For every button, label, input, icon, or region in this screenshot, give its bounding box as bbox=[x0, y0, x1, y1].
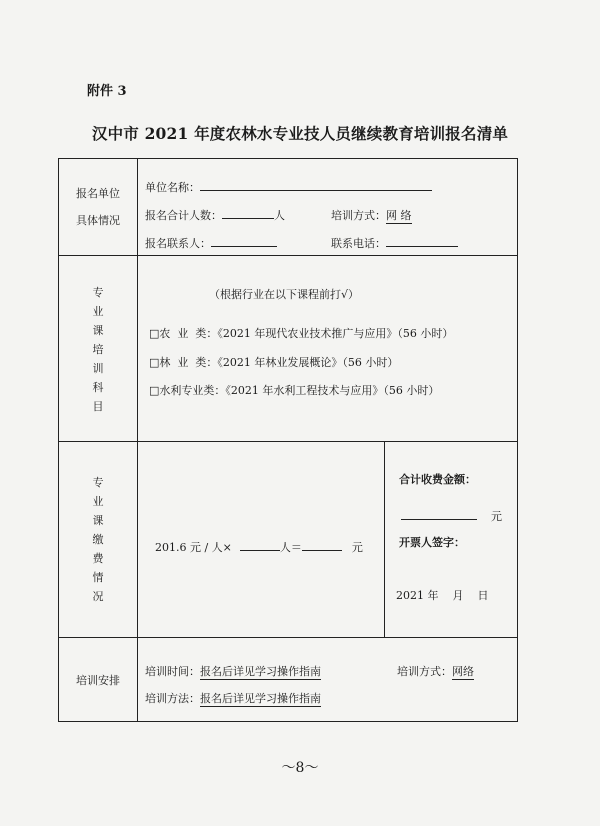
unit-name-field[interactable]: 单位名称： bbox=[145, 179, 432, 195]
training-method: 培训方法：报名后详见学习操作指南 bbox=[145, 692, 321, 705]
page-number: ～8～ bbox=[281, 760, 319, 776]
row-divider bbox=[59, 441, 517, 442]
fee-amount-input[interactable] bbox=[302, 539, 342, 551]
fee-count-input[interactable] bbox=[240, 539, 280, 551]
fee-formula[interactable]: 201.6 元 / 人× 人＝ 元 bbox=[155, 541, 363, 554]
fee-column-divider bbox=[384, 441, 385, 637]
contact-input[interactable] bbox=[211, 235, 277, 247]
total-fee-input[interactable] bbox=[401, 508, 477, 520]
phone-field[interactable]: 联系电话： bbox=[331, 235, 458, 251]
registration-form bbox=[58, 158, 518, 722]
row-divider bbox=[59, 255, 517, 256]
column-divider bbox=[137, 159, 138, 721]
row-divider bbox=[59, 637, 517, 638]
section1-label: 报名单位 具体情况 bbox=[76, 187, 120, 227]
count-field[interactable]: 报名合计人数： 人 bbox=[145, 209, 285, 222]
count-input[interactable] bbox=[222, 207, 274, 219]
section2-label: 专 业 课 培 训 科 目 bbox=[92, 286, 104, 413]
phone-input[interactable] bbox=[386, 235, 458, 247]
training-time: 培训时间：报名后详见学习操作指南 bbox=[145, 665, 321, 678]
course-option-forestry[interactable]: □林 业 类：《2021 年林业发展概论》（56 小时） bbox=[149, 356, 399, 369]
section3-label: 专 业 课 缴 费 情 况 bbox=[92, 476, 104, 603]
total-fee-field[interactable]: 元 bbox=[401, 508, 502, 524]
section4-label: 培训安排 bbox=[76, 674, 120, 687]
total-fee-label: 合计收费金额： bbox=[399, 473, 476, 486]
training-mode: 培训方式：网络 bbox=[397, 665, 474, 678]
unit-name-input[interactable] bbox=[200, 179, 432, 191]
course-instruction: （根据行业在以下课程前打√） bbox=[209, 288, 360, 301]
contact-field[interactable]: 报名联系人： bbox=[145, 235, 277, 251]
signer-label: 开票人签字： bbox=[399, 536, 465, 549]
course-option-agriculture[interactable]: □农 业 类：《2021 年现代农业技术推广与应用》（56 小时） bbox=[149, 327, 454, 340]
document-title: 汉中市 2021 年度农林水专业技人员继续教育培训报名清单 bbox=[91, 124, 509, 143]
attachment-label: 附件 3 bbox=[87, 84, 127, 99]
course-option-water[interactable]: □水利专业类：《2021 年水利工程技术与应用》（56 小时） bbox=[149, 384, 440, 397]
fee-date: 2021 年 月 日 bbox=[396, 589, 489, 602]
mode-field: 培训方式：网 络 bbox=[331, 209, 412, 222]
